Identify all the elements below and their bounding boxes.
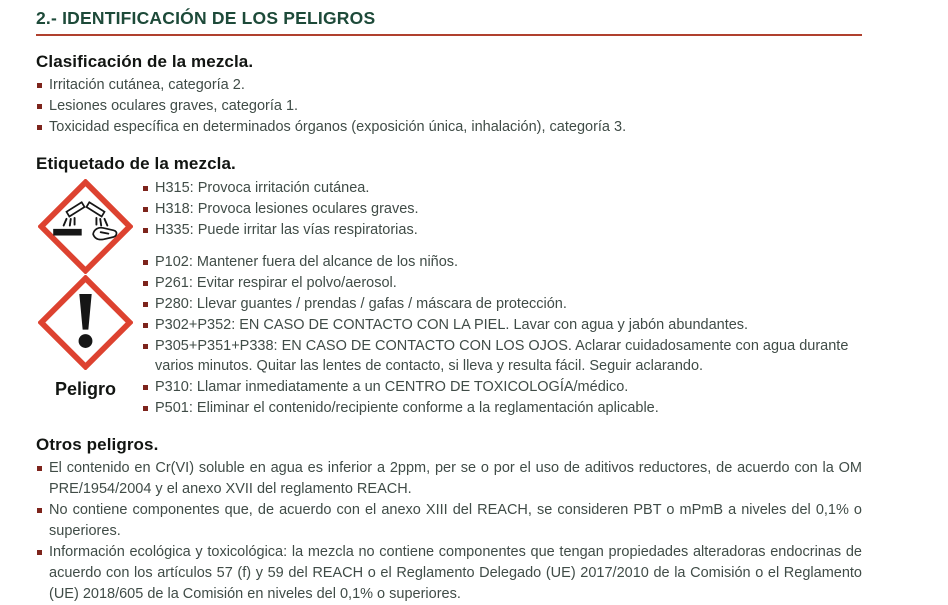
p-phrase: P310: Llamar inmediatamente a un CENTRO DE TOXICOLOGÍA/médico. [142,377,862,397]
phrase-column [142,177,862,419]
h-phrase: H318: Provoca lesiones oculares graves. [142,199,862,219]
p-phrase: P102: Mantener fuera del alcance de los niños. [142,252,862,272]
labeling-section [36,154,862,419]
other-hazards-section [36,435,862,605]
section-title: 2.- IDENTIFICACIÓN DE LOS PELIGROS [36,8,862,36]
p-phrase: P305+P351+P338: EN CASO DE CONTACTO CON LOS OJOS. Aclarar cuidadosamente con agua durante varios minutos. Quitar las lentes de contacto, si lleva y resulta fácil. Seguir aclarando. [142,336,862,376]
p-phrase: P261: Evitar respirar el polvo/aerosol. [142,273,862,293]
list-item: No contiene componentes que, de acuerdo con el anexo XIII del REACH, se consideren PBT o mPmB a niveles del 0,1% o superiores. [36,500,862,542]
ghs05-corrosion-icon [38,179,133,274]
other-hazards-list [36,458,862,605]
classification-list [36,75,862,138]
h-phrase: H335: Puede irritar las vías respiratorias. [142,220,862,240]
classification-heading: Clasificación de la mezcla. [36,52,254,71]
h-phrases-list [142,178,862,240]
classification-section [36,52,862,138]
p-phrase: P280: Llevar guantes / prendas / gafas / máscara de protección. [142,294,862,314]
labeling-heading: Etiquetado de la mezcla. [36,154,236,173]
list-item: Irritación cutánea, categoría 2. [36,75,862,96]
p-phrase: P302+P352: EN CASO DE CONTACTO CON LA PIEL. Lavar con agua y jabón abundantes. [142,315,862,335]
list-item: Información ecológica y toxicológica: la mezcla no contiene componentes que tengan propiedades alteradoras endocrinas de acuerdo con los artículos 57 (f) y 59 del REACH o el Reglamento Delegado (UE) 2017/2010 de la Comisión o el Reglamento (UE) 2018/605 de la Comisión en niveles del 0,1% o superiores. [36,542,862,605]
pictogram-column [36,177,142,400]
ghs07-exclamation-icon [38,275,133,370]
labeling-row [36,177,862,419]
signal-word: Peligro [54,379,116,399]
list-item: Lesiones oculares graves, categoría 1. [36,96,862,117]
list-item: El contenido en Cr(VI) soluble en agua es inferior a 2ppm, per se o por el uso de aditivos reductores, de acuerdo con la OM PRE/1954/2004 y el anexo XVII del reglamento REACH. [36,458,862,500]
list-item: Toxicidad específica en determinados órganos (exposición única, inhalación), categoría 3. [36,117,862,138]
other-hazards-heading: Otros peligros. [36,435,159,454]
p-phrase: P501: Eliminar el contenido/recipiente conforme a la reglamentación aplicable. [142,398,862,418]
h-phrase: H315: Provoca irritación cutánea. [142,178,862,198]
p-phrases-list [142,252,862,418]
